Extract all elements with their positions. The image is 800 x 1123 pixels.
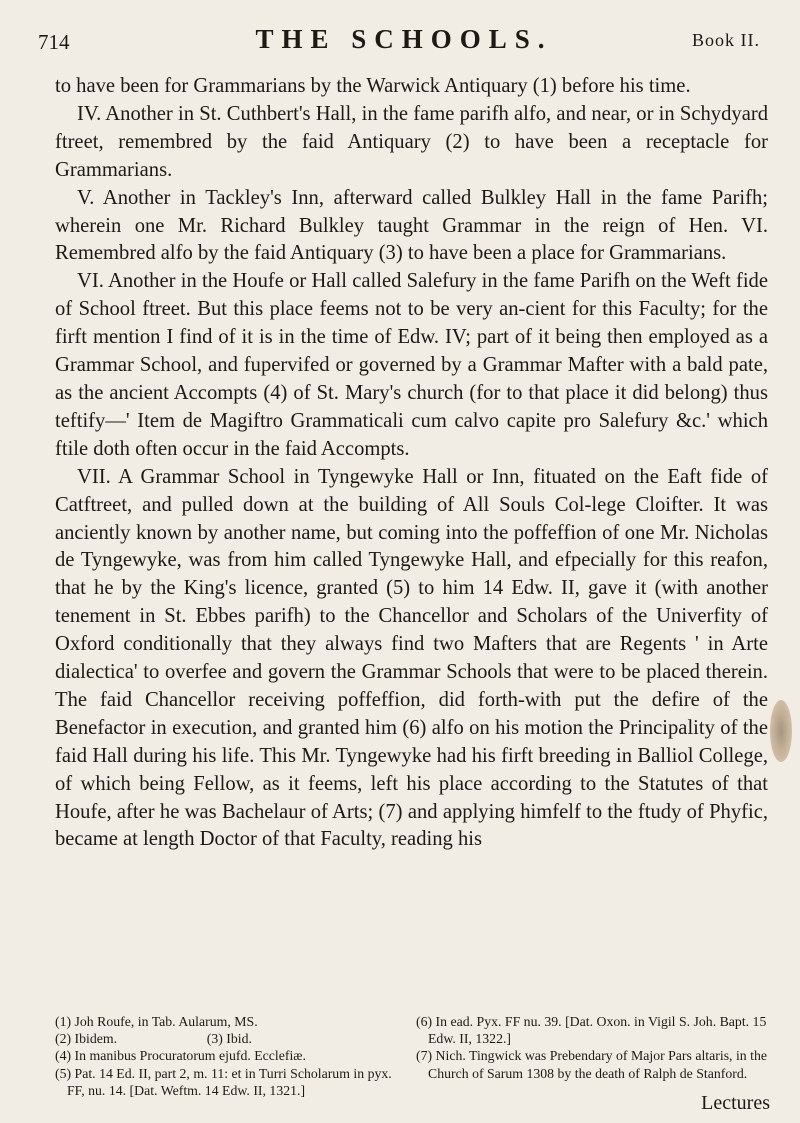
footnote: (4) In manibus Procuratorum ejufd. Ecclefiæ.: [55, 1048, 306, 1064]
footnotes: [55, 1013, 768, 1099]
footnote: (1) Joh Roufe, in Tab. Aularum, MS.: [55, 1014, 258, 1029]
paragraph: IV. Another in St. Cuthbert's Hall, in the fame parifh alfo, and near, or in Schydyard ftreet, remembred by the faid Antiquary (2) to have been a receptacle for Grammarians.: [55, 102, 768, 181]
footnote: (2) Ibidem. (3) Ibid.: [55, 1031, 252, 1047]
footnote: (6) In ead. Pyx. FF nu. 39. [Dat. Oxon. in Vigil S. Joh. Bapt. 15 Edw. II, 1322.]: [416, 1014, 767, 1047]
paragraph: VII. A Grammar School in Tyngewyke Hall or Inn, fituated on the Eaft fide of Catftreet, and pulled down at the building of All Souls Col-lege Cloifter. It was anciently known by another name, but coming into the poffeffion of one Mr. Nicholas de Tyngewyke, was from him called Tyngewyke Hall, and efpecially for this reafon, that he by the King's licence, granted (5) to him 14 Edw. II, gave it (with another tenement in St. Ebbes parifh) to the Chancellor and Scholars of the Univerfity of Oxford conditionally that they always find two Mafters that are Regents ' in Arte dialectica' to overfee and govern the Grammar Schools that were to be placed therein. The faid Chancellor receiving poffeffion, did forth-with put the defire of the Benefactor in execution, and granted him (6) alfo on his motion the Principality of the faid Hall during his life. This Mr. Tyngewyke had his firft breeding in Balliol College, of which being Fellow, as it feems, left his place according to the Statutes of that Houfe, after he was Bachelaur of Arts; (7) and applying himfelf to the ftudy of Phyfic, became at length Doctor of that Faculty, reading his: [55, 465, 768, 851]
footnotes-right-column: [416, 1013, 768, 1099]
page-number: 714: [38, 30, 70, 54]
book-label: Book II.: [692, 30, 760, 50]
paper-stain: [770, 700, 792, 762]
footnote: (5) Pat. 14 Ed. II, part 2, m. 11: et in Turri Scholarum in pyx. FF, nu. 14. [Dat. Weftm. 14 Edw. II, 1321.]: [55, 1065, 392, 1098]
paragraph: to have been for Grammarians by the Warwick Antiquary (1) before his time.: [55, 75, 691, 97]
footnote: (7) Nich. Tingwick was Prebendary of Major Pars altaris, in the Church of Sarum 1308 by the death of Ralph de Stanford.: [416, 1048, 767, 1081]
main-text: [55, 73, 768, 854]
running-title: THE SCHOOLS.: [255, 24, 553, 54]
footnotes-left-column: [55, 1013, 407, 1099]
paragraph: VI. Another in the Houfe or Hall called Salefury in the fame Parifh on the Weft fide of School ftreet. But this place feems not to be very an-cient for this Faculty; for the firft mention I find of it is in the time of Edw. IV; part of it being then employed as a Grammar School, and fupervifed or governed by a Grammar Mafter with a bald pate, as the ancient Accompts (4) of St. Mary's church (for to that place it did belong) thus teftify—' Item de Magiftro Grammaticali cum calvo capite pro Salefury &c.' which ftile doth often occur in the faid Accompts.: [55, 270, 768, 460]
paragraph: V. Another in Tackley's Inn, afterward called Bulkley Hall in the fame Parifh; wherein one Mr. Richard Bulkley taught Grammar in the reign of Hen. VI. Remembred alfo by the faid Antiquary (3) to have been a place for Grammarians.: [55, 186, 768, 265]
catchword: Lectures: [701, 1092, 770, 1114]
page-header: [38, 18, 770, 58]
